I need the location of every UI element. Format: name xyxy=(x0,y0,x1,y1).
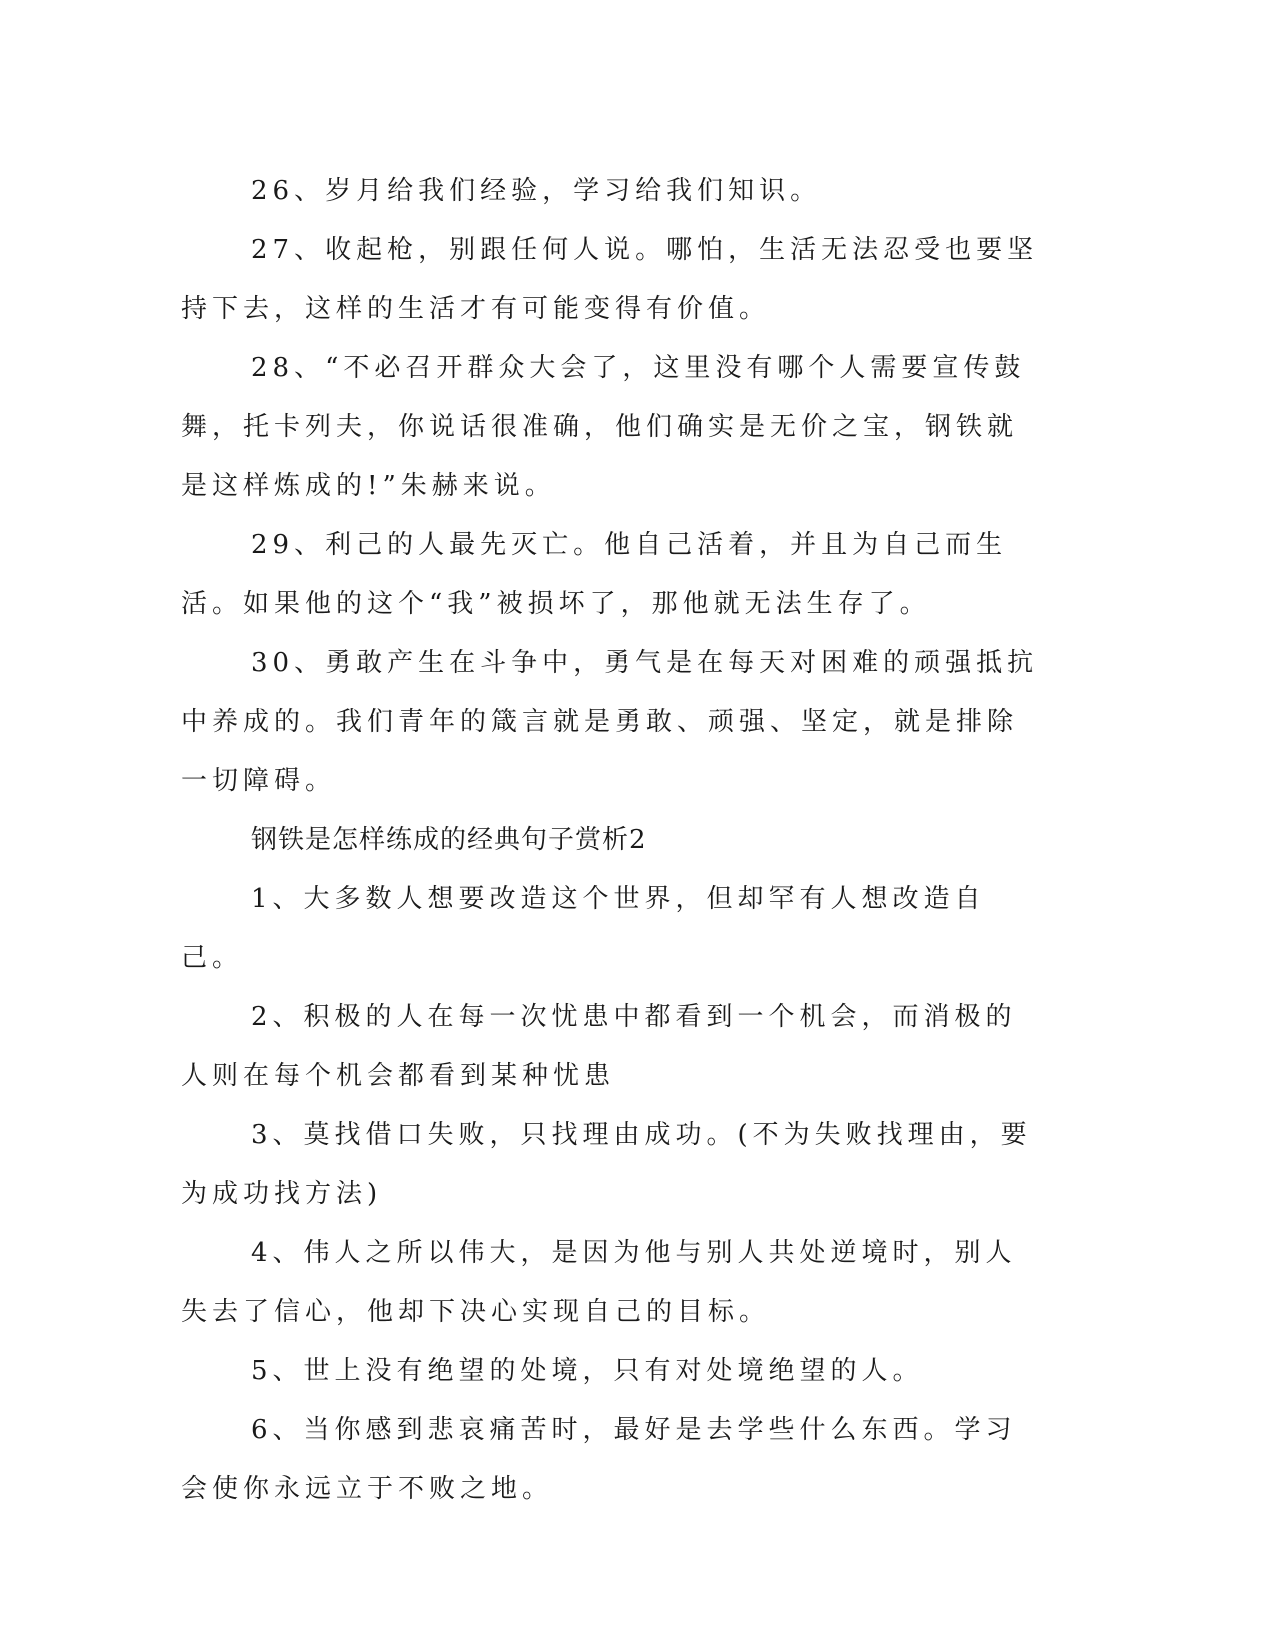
section-heading: 钢铁是怎样练成的经典句子赏析2 xyxy=(251,825,647,855)
quote-paragraph-30: 30、勇敢产生在斗争中，勇气是在每天对困难的顽强抵抗中养成的。我们青年的箴言就是勇敢、顽强、坚定，就是排除一切障碍。 xyxy=(181,648,1039,796)
quote-paragraph-2: 2、积极的人在每一次忧患中都看到一个机会，而消极的人则在每个机会都看到某种忧患 xyxy=(181,1002,1017,1091)
quote-paragraph-28: 28、“不必召开群众大会了，这里没有哪个人需要宣传鼓舞，托卡列夫，你说话很准确，他们确实是无价之宝，钢铁就是这样炼成的!”朱赫来说。 xyxy=(181,353,1026,501)
quote-paragraph-4: 4、伟人之所以伟大，是因为他与别人共处逆境时，别人失去了信心，他却下决心实现自己的目标。 xyxy=(181,1238,1017,1327)
quote-paragraph-26: 26、岁月给我们经验，学习给我们知识。 xyxy=(251,176,822,206)
quote-paragraph-29: 29、利己的人最先灭亡。他自己活着，并且为自己而生活。如果他的这个“我”被损坏了，那他就无法生存了。 xyxy=(181,530,1008,619)
document-body xyxy=(181,162,1041,1519)
quote-paragraph-3: 3、莫找借口失败，只找理由成功。(不为失败找理由，要为成功找方法) xyxy=(181,1120,1032,1209)
quote-paragraph-27: 27、收起枪，别跟任何人说。哪怕，生活无法忍受也要坚持下去，这样的生活才有可能变得有价值。 xyxy=(181,235,1039,324)
quote-paragraph-5: 5、世上没有绝望的处境，只有对处境绝望的人。 xyxy=(251,1356,924,1386)
quote-paragraph-6: 6、当你感到悲哀痛苦时，最好是去学些什么东西。学习会使你永远立于不败之地。 xyxy=(181,1415,1017,1504)
quote-paragraph-1: 1、大多数人想要改造这个世界，但却罕有人想改造自己。 xyxy=(181,884,986,973)
